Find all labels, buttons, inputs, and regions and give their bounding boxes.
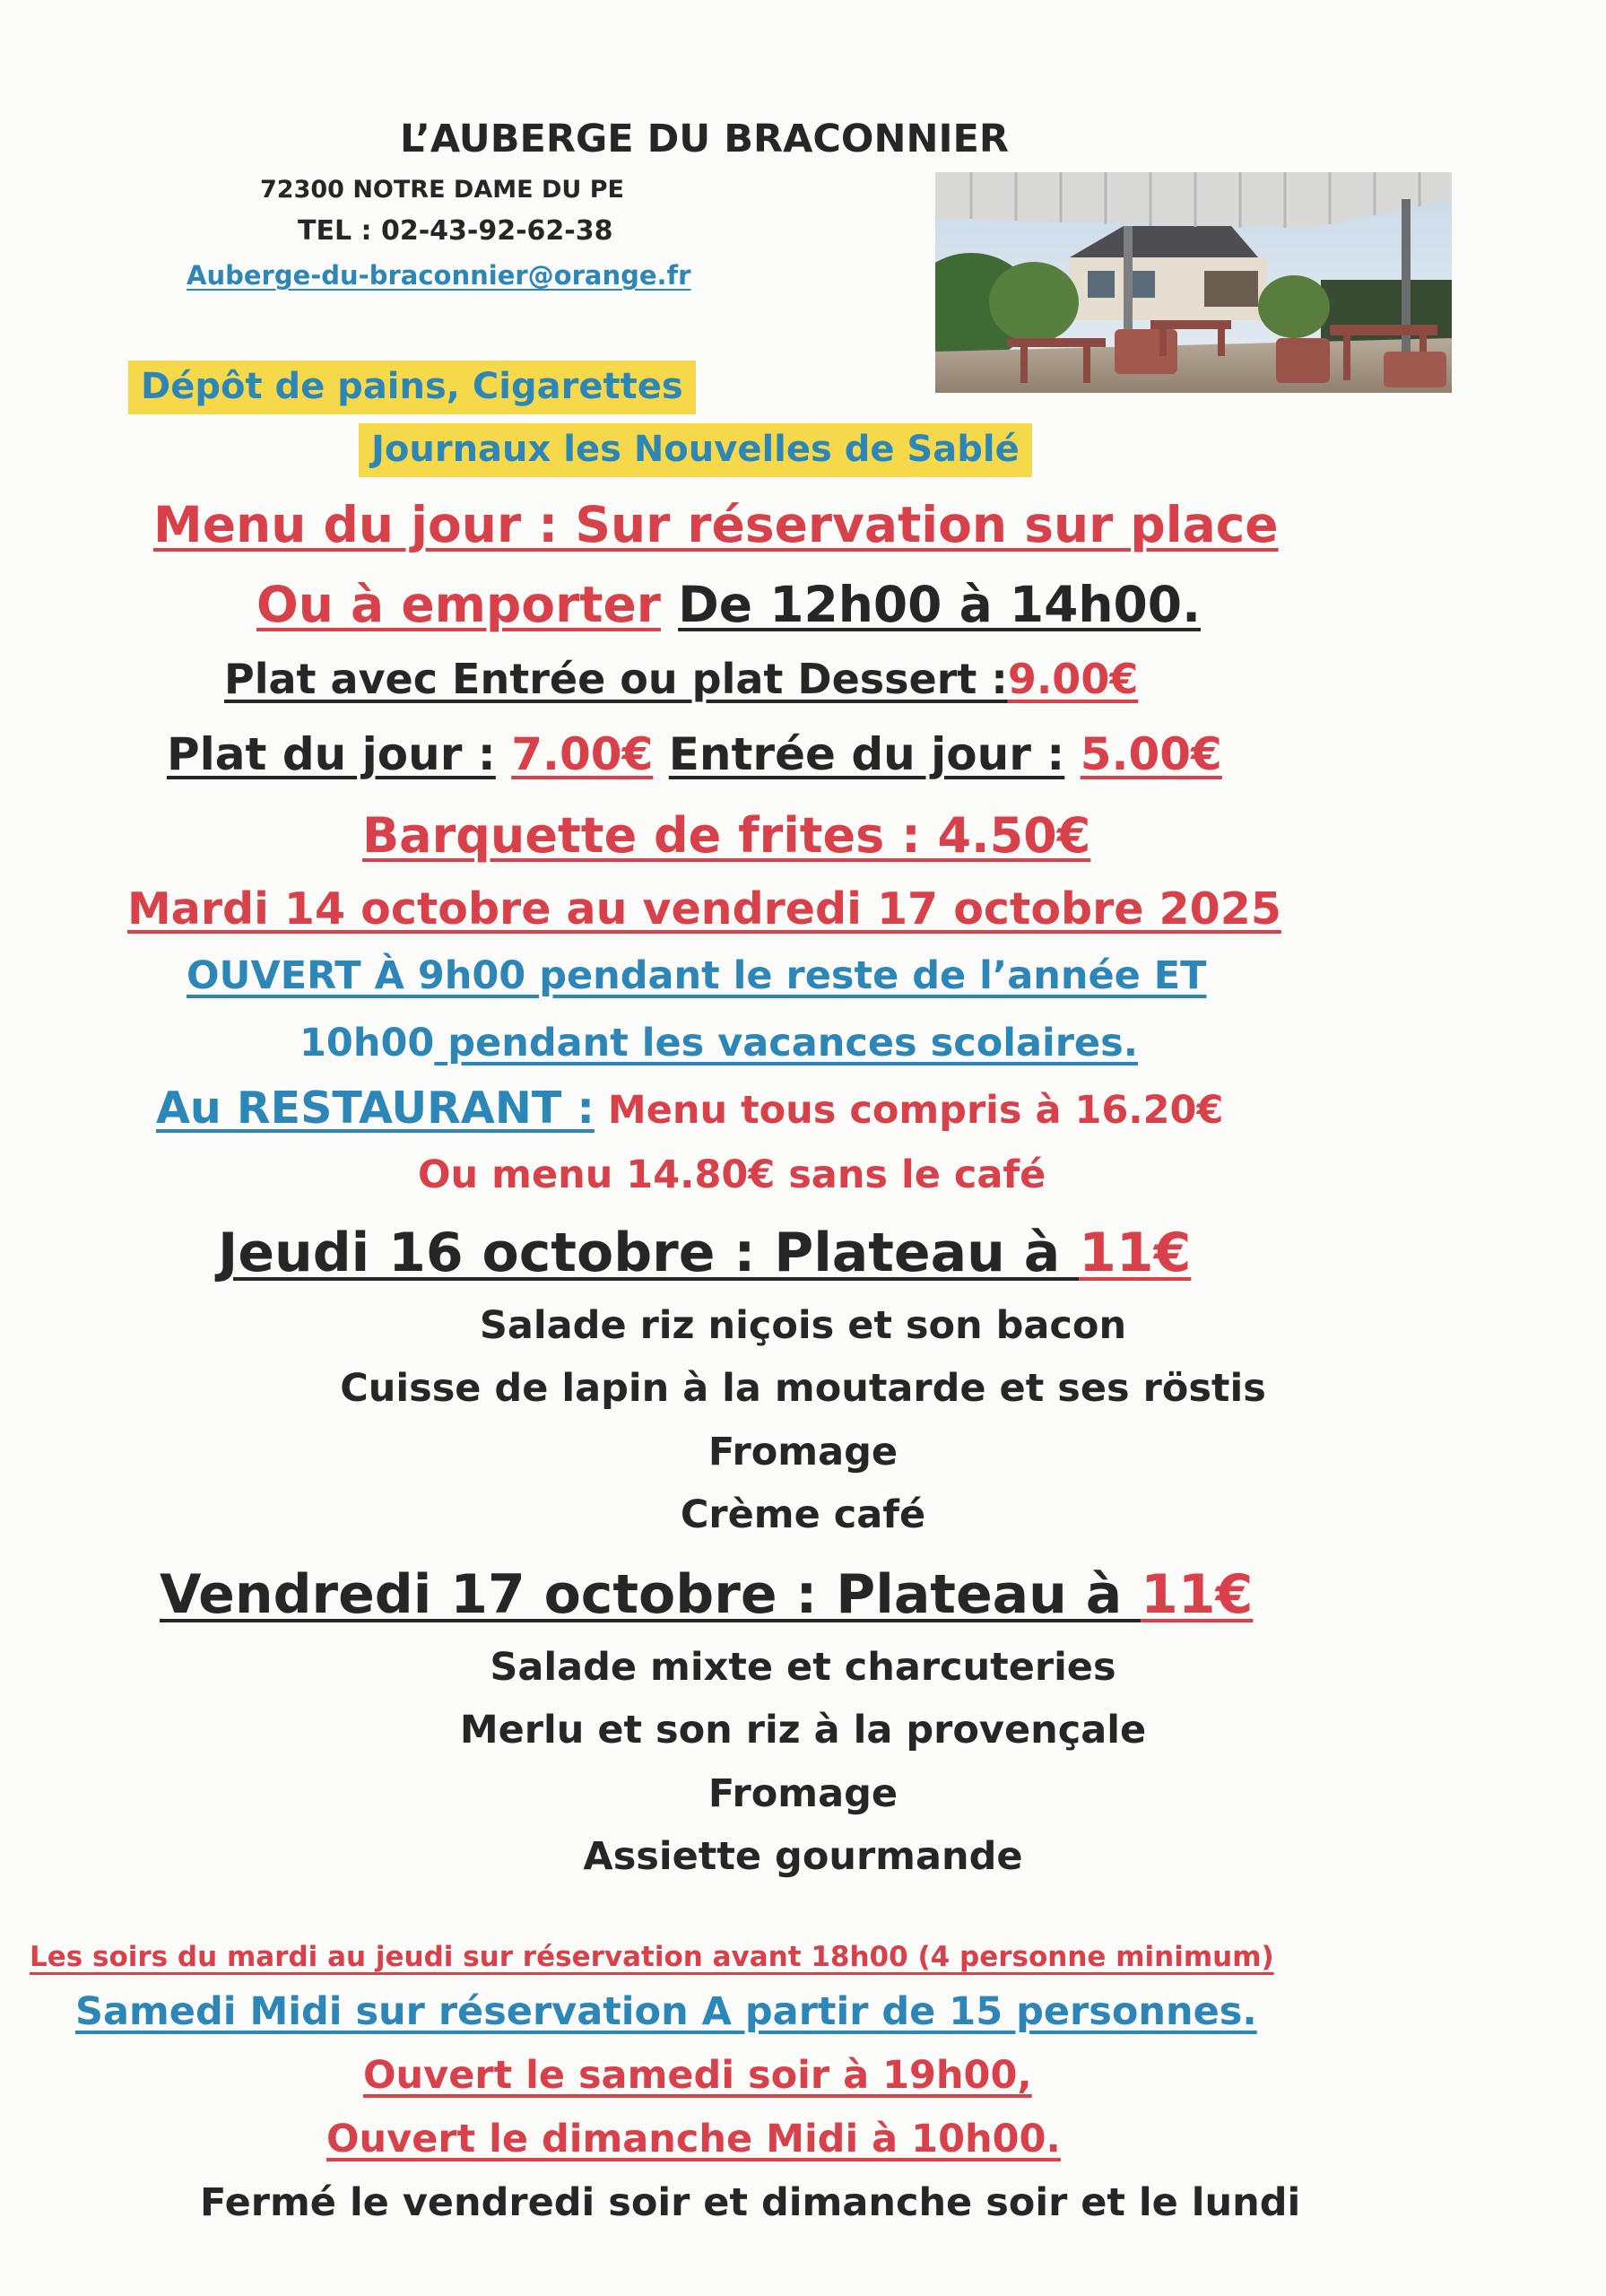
restaurant-menu xyxy=(156,1083,1223,1134)
terrace-photo xyxy=(935,172,1452,393)
jeudi-item: Fromage xyxy=(708,1430,898,1474)
restaurant-label: Au RESTAURANT : xyxy=(156,1083,595,1134)
vendredi-price: 11€ xyxy=(1141,1563,1254,1626)
samedi-soir: Ouvert le samedi soir à 19h00, xyxy=(363,2053,1032,2098)
terrace-photo-image xyxy=(935,172,1452,393)
vendredi-heading xyxy=(160,1563,1253,1626)
services-line-2 xyxy=(359,429,1032,470)
plat-du-jour-label: Plat du jour : xyxy=(167,728,496,780)
takeaway-label: Ou à emporter xyxy=(256,576,661,633)
takeaway-hours-text: De 12h00 à 14h00. xyxy=(678,576,1201,633)
vendredi-item: Merlu et son riz à la provençale xyxy=(459,1708,1147,1752)
restaurant-name: L’AUBERGE DU BRACONNIER xyxy=(400,117,1009,161)
jeudi-price: 11€ xyxy=(1079,1222,1192,1284)
jeudi-title: Jeudi 16 octobre : Plateau à xyxy=(218,1222,1080,1284)
plat-du-jour-price: 7.00€ xyxy=(511,728,654,780)
jeudi-item: Crème café xyxy=(680,1492,926,1537)
restaurant-menu-alt: Ou menu 14.80€ sans le café xyxy=(418,1152,1046,1197)
services-line-1-text: Dépôt de pains, Cigarettes xyxy=(128,361,696,414)
address: 72300 NOTRE DAME DU PE xyxy=(260,176,624,204)
dimanche-midi: Ouvert le dimanche Midi à 10h00. xyxy=(326,2117,1061,2161)
fermeture: Fermé le vendredi soir et dimanche soir et le lundi xyxy=(200,2180,1301,2225)
services-line-1 xyxy=(128,366,696,407)
opening-hours-line-2 xyxy=(299,1021,1138,1065)
jeudi-item: Cuisse de lapin à la moutarde et ses röstis xyxy=(340,1366,1266,1411)
vendredi-item: Fromage xyxy=(708,1771,898,1816)
entree-du-jour-label: Entrée du jour : xyxy=(668,728,1065,780)
jeudi-heading xyxy=(218,1222,1191,1284)
frites: Barquette de frites : 4.50€ xyxy=(362,807,1091,864)
takeaway-hours xyxy=(256,576,1201,633)
plat-entree-label: Plat avec Entrée ou plat Dessert : xyxy=(224,655,1008,703)
samedi-midi: Samedi Midi sur réservation A partir de 15 personnes. xyxy=(75,1989,1257,2034)
plat-entree-du-jour xyxy=(167,728,1222,780)
plat-entree-dessert xyxy=(224,655,1138,703)
entree-du-jour-price: 5.00€ xyxy=(1080,728,1222,780)
opening-hours-time: 10h00 xyxy=(299,1021,435,1065)
opening-hours-holidays: pendant les vacances scolaires. xyxy=(434,1021,1139,1065)
services-line-2-text: Journaux les Nouvelles de Sablé xyxy=(359,423,1032,477)
email-link[interactable]: Auberge-du-braconnier@orange.fr xyxy=(187,260,691,291)
phone: TEL : 02-43-92-62-38 xyxy=(298,215,613,247)
plat-entree-price: 9.00€ xyxy=(1007,655,1139,703)
soirs-reservation: Les soirs du mardi au jeudi sur réservation avant 18h00 (4 personne minimum) xyxy=(30,1941,1274,1973)
jeudi-item: Salade riz niçois et son bacon xyxy=(479,1303,1127,1348)
vendredi-title: Vendredi 17 octobre : Plateau à xyxy=(160,1563,1142,1626)
vendredi-item: Salade mixte et charcuteries xyxy=(490,1645,1116,1690)
week-dates: Mardi 14 octobre au vendredi 17 octobre 2025 xyxy=(127,883,1281,935)
opening-hours-line-1: OUVERT À 9h00 pendant le reste de l’année ET xyxy=(187,953,1207,998)
restaurant-menu-price: Menu tous compris à 16.20€ xyxy=(607,1088,1224,1133)
vendredi-item: Assiette gourmande xyxy=(583,1834,1023,1879)
menu-du-jour-heading: Menu du jour : Sur réservation sur place xyxy=(153,496,1279,553)
